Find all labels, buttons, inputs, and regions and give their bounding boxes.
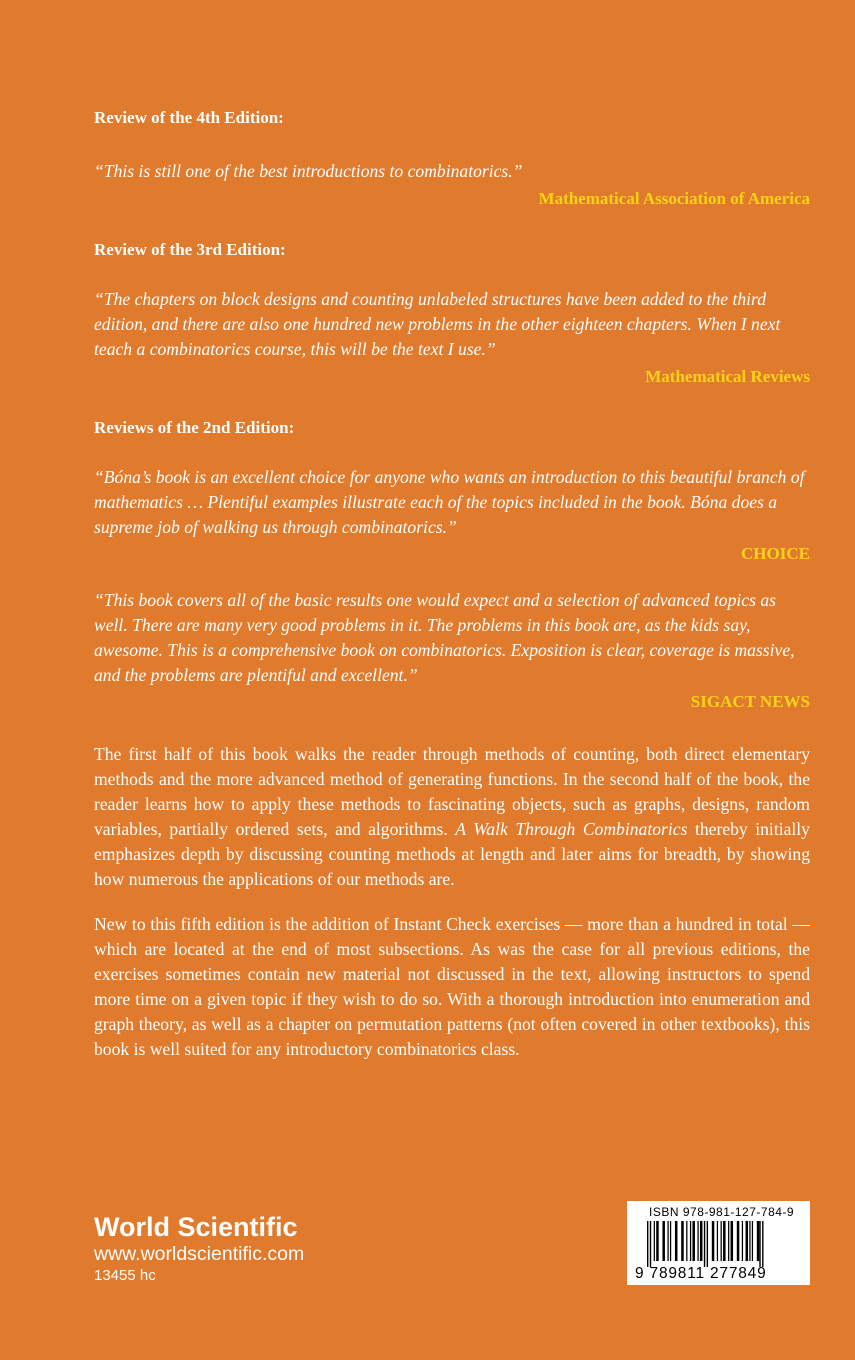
barcode-bar [670, 1221, 671, 1261]
publisher-block [94, 1212, 304, 1286]
book-title: A Walk Through Combinatorics [455, 819, 688, 839]
barcode-bar [654, 1221, 655, 1261]
barcode-guard-bar [647, 1221, 648, 1267]
barcode-digits: 9 789811 277849 [635, 1265, 767, 1282]
barcode-bar [723, 1221, 726, 1261]
review-heading-3rd: Review of the 3rd Edition: [94, 240, 286, 259]
barcode-guard-bar [707, 1221, 708, 1267]
review-source-math-reviews: Mathematical Reviews [645, 367, 810, 386]
description-p1-after: thereby initially emphasizes depth by discussing counting methods at length and later aims for breadth, by showing how numerous the applications of our methods are. [94, 819, 810, 889]
barcode-bars [639, 1221, 799, 1267]
barcode-bar [667, 1221, 668, 1261]
back-cover-text [94, 108, 810, 1062]
barcode-bar [697, 1221, 698, 1261]
barcode-bar [731, 1221, 734, 1261]
publisher-code: 13455 hc [94, 1267, 156, 1284]
barcode-guard-bar [704, 1221, 705, 1267]
barcode-bar [686, 1221, 687, 1261]
description-paragraph-1 [94, 742, 810, 892]
review-source-maa: Mathematical Association of America [538, 189, 810, 208]
review-quote-maa: “This is still one of the best introductions to combinatorics.” [94, 161, 523, 181]
barcode-bar [656, 1221, 659, 1261]
review-source-sigact: SIGACT NEWS [690, 692, 810, 711]
barcode-guard-bar [650, 1221, 651, 1267]
barcode-bar [681, 1221, 684, 1261]
barcode-guard-bar [762, 1221, 763, 1267]
review-quote-math-reviews: “The chapters on block designs and counting unlabeled structures have been added to the third edition, and there are also one hundred new problems in the other eighteen chapters. When I next teach a combinatorics course, this will be the text I use.” [94, 289, 781, 359]
description-p1-before: The first half of this book walks the reader through methods of counting, both direct elementary methods and the more advanced method of generating functions. In the second half of the book, the reader learns how to apply these methods to fascinating objects, such as graphs, designs, random variables, partially ordered sets, and algorithms. [94, 744, 810, 839]
barcode-bar [749, 1221, 750, 1261]
review-quote-choice: “Bóna’s book is an excellent choice for anyone who wants an introduction to this beautiful branch of mathematics … Plentiful examples illustrate each of the topics included in the book. Bóna does a supreme job of walking us through combinatorics.” [94, 467, 805, 537]
barcode-bar [746, 1221, 749, 1261]
barcode-bar [700, 1221, 703, 1261]
review-heading-4th: Review of the 4th Edition: [94, 108, 284, 127]
review-source-choice: CHOICE [741, 544, 810, 563]
barcode-bar [757, 1221, 760, 1261]
isbn-label: ISBN 978-981-127-784-9 [649, 1205, 795, 1219]
description-paragraph-2: New to this fifth edition is the addition of Instant Check exercises — more than a hundred in total — which are located at the end of most subsections. As was the case for all previous editions, the exercises sometimes contain new material not discussed in the text, allowing instructors to spend more time on a given topic if they wish to do so. With a thorough introduction into enumeration and graph theory, as well as a chapter on permutation patterns (not often covered in other textbooks), this book is well suited for any introductory combinatorics class. [94, 914, 810, 1059]
barcode-bar [712, 1221, 715, 1261]
review-heading-2nd: Reviews of the 2nd Edition: [94, 418, 295, 437]
barcode-bar [721, 1221, 722, 1261]
barcode-bar [737, 1221, 740, 1261]
isbn-barcode [627, 1201, 810, 1285]
publisher-url: www.worldscientific.com [94, 1243, 305, 1265]
barcode-bar [717, 1221, 718, 1261]
barcode-bar [675, 1221, 678, 1261]
barcode-bar [662, 1221, 665, 1261]
barcode-bar [742, 1221, 743, 1261]
barcode-bar [692, 1221, 695, 1261]
barcode-bar [690, 1221, 691, 1261]
barcode-bar [728, 1221, 729, 1261]
review-quote-sigact: “This book covers all of the basic results one would expect and a selection of advanced topics as well. There are many very good problems in it. The problems in this book are, as the kids say, awesome. This is a comprehensive book on combinatorics. Exposition is clear, coverage is massive, and the problems are plentiful and excellent.” [94, 590, 795, 685]
barcode-guard-bar [759, 1221, 760, 1267]
publisher-name: World Scientific [94, 1212, 298, 1242]
barcode-bar [752, 1221, 753, 1261]
